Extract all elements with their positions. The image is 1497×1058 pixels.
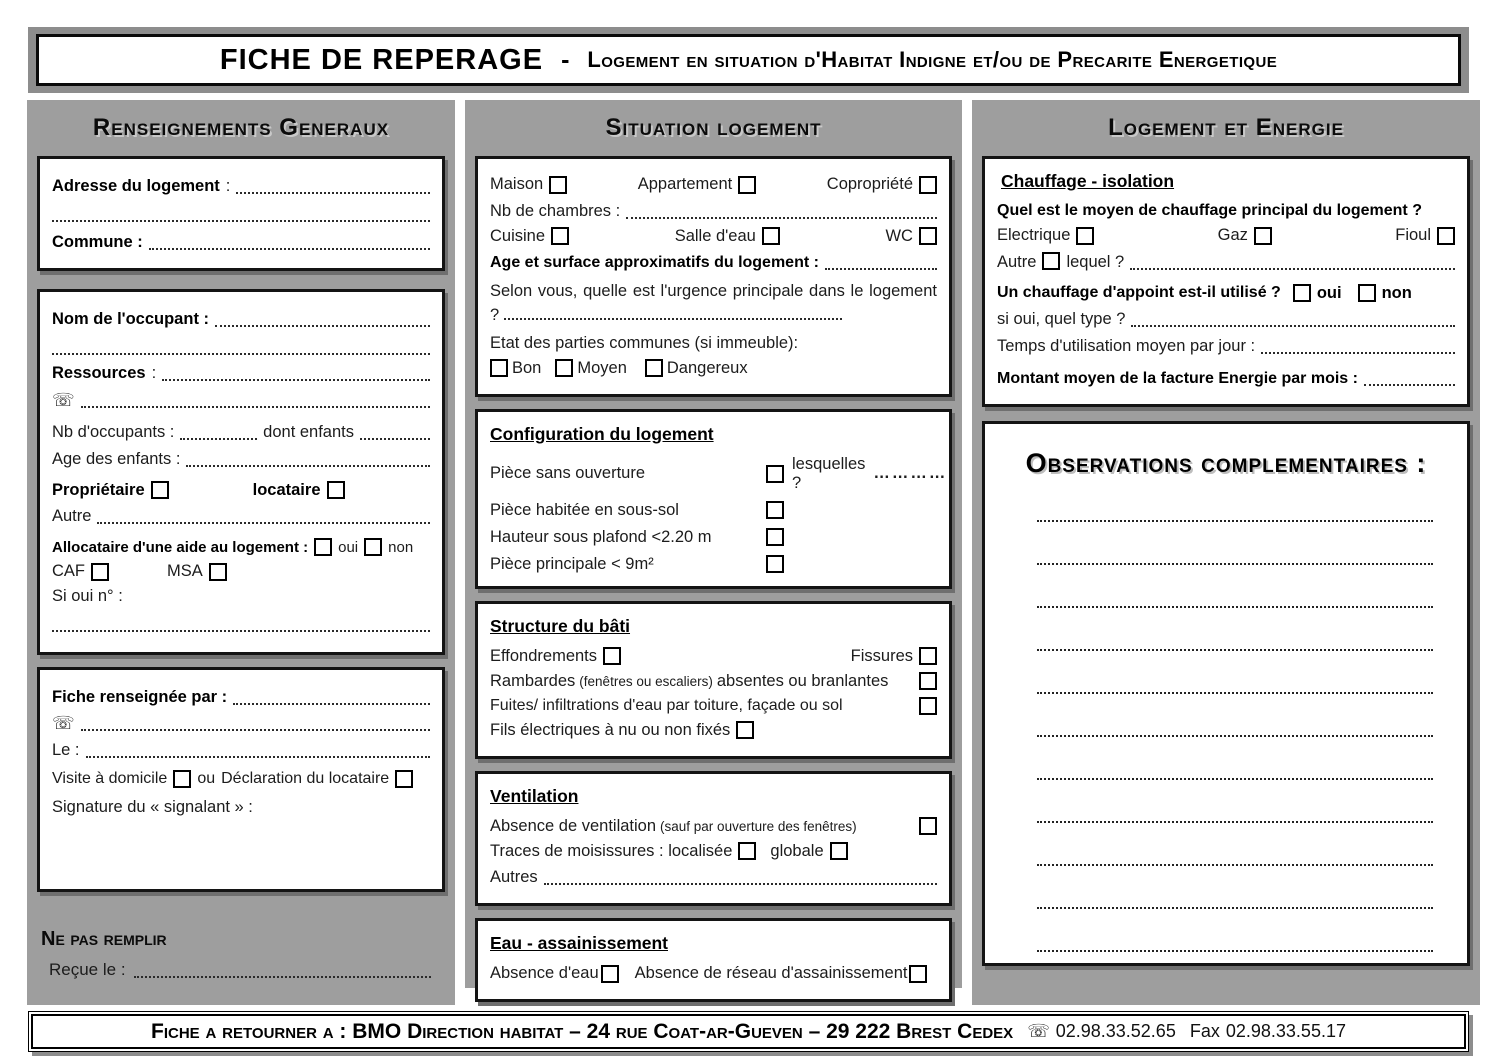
railings-checkbox[interactable] (919, 672, 937, 690)
daily-usage-label: Temps d'utilisation moyen par jour : (997, 336, 1256, 355)
coownership-checkbox[interactable] (919, 176, 937, 194)
observations-line[interactable] (1037, 821, 1433, 823)
panel-renseignements-generaux (27, 100, 455, 1005)
which-rooms-field[interactable]: ………… (873, 464, 948, 483)
header-situation-logement: Situation logement (605, 114, 822, 141)
bathroom-label: Salle d'eau (674, 226, 756, 245)
mold-global-label: globale (770, 841, 824, 860)
gas-label: Gaz (1217, 226, 1248, 244)
other-status-label: Autre (52, 507, 92, 525)
configuration-box (475, 409, 952, 589)
other-status-field[interactable] (97, 506, 430, 525)
phone-icon: ☏ (52, 713, 75, 734)
resources-label: Ressources (52, 364, 146, 382)
tenant-declaration-label: Déclaration du locataire (221, 769, 390, 787)
bare-wires-label: Fils électriques à nu ou non fixés (490, 720, 731, 739)
resources-field[interactable] (162, 363, 430, 382)
main-urgency-text: Selon vous, quelle est l'urgence principale dans le logement ? (490, 282, 937, 324)
occupant-name-field[interactable] (215, 308, 430, 327)
date-label: Le : (52, 740, 80, 759)
occupant-name-field-line2[interactable] (52, 335, 430, 355)
return-address-bar (28, 1011, 1469, 1052)
ventilation-title: Ventilation (490, 785, 579, 806)
form-title-inner (36, 34, 1461, 86)
main-urgency-question (490, 280, 937, 328)
header-logement-energie: Logement et Energie (1108, 114, 1344, 141)
return-address-text: Fiche a retourner a : BMO Direction habitat – 24 rue Coat-ar-Gueven – 29 222 Brest Cedex (151, 1019, 1014, 1043)
auxiliary-type-field[interactable] (1131, 309, 1455, 328)
phone-number: 02.98.33.52.65 (1055, 1021, 1176, 1041)
address-colon: : (225, 176, 231, 195)
observations-line[interactable] (1037, 649, 1433, 651)
leaks-label: Fuites/ infiltrations d'eau par toiture, façade ou sol (490, 696, 843, 714)
mold-localized-checkbox[interactable] (738, 842, 756, 860)
daily-usage-field[interactable] (1261, 335, 1455, 354)
fax-number: 02.98.33.55.17 (1225, 1021, 1346, 1041)
no-sewer-label: Absence de réseau d'assainissement (634, 964, 908, 983)
or-label: ou (197, 769, 216, 787)
heating-insulation-title: Chauffage - isolation (1001, 171, 1175, 191)
allowance-no-label: non (388, 538, 414, 556)
filled-by-field[interactable] (233, 686, 430, 705)
coownership-label: Copropriété (826, 175, 913, 193)
observations-line[interactable] (1037, 692, 1433, 694)
resources-colon: : (151, 364, 157, 382)
allowance-no-checkbox[interactable] (364, 538, 382, 556)
children-count-label: dont enfants (263, 423, 354, 441)
observations-line[interactable] (1037, 606, 1433, 608)
room-no-opening-label: Pièce sans ouverture (490, 464, 646, 483)
dwelling-type-box (475, 156, 952, 397)
form-title: FICHE DE REPERAGE (219, 43, 544, 76)
tenant-label: locataire (252, 480, 321, 499)
basement-room-label: Pièce habitée en sous-sol (490, 500, 679, 519)
if-yes-number-label: Si oui n° : (52, 587, 123, 605)
observations-line[interactable] (1037, 778, 1433, 780)
structure-box (475, 601, 952, 759)
allowance-yes-label: oui (338, 538, 359, 556)
structure-title: Structure du bâti (490, 615, 631, 636)
reporter-box (37, 667, 445, 892)
fuel-oil-label: Fioul (1395, 226, 1431, 244)
auxiliary-no-label: non (1381, 283, 1412, 302)
allowance-yes-checkbox[interactable] (314, 538, 332, 556)
auxiliary-no-checkbox[interactable] (1358, 284, 1376, 302)
small-main-room-checkbox[interactable] (766, 555, 784, 573)
monthly-energy-bill-label: Montant moyen de la facture Energie par mois : (997, 370, 1358, 387)
caf-label: CAF (52, 562, 85, 580)
occupants-count-label: Nb d'occupants : (52, 423, 175, 441)
leaks-checkbox[interactable] (919, 697, 937, 715)
no-water-checkbox[interactable] (601, 965, 619, 983)
observations-box (982, 421, 1470, 966)
kitchen-label: Cuisine (490, 226, 546, 245)
room-no-opening-checkbox[interactable] (766, 465, 784, 483)
observations-line[interactable] (1037, 950, 1433, 952)
received-on-field[interactable] (134, 959, 431, 978)
main-urgency-field[interactable] (504, 304, 842, 320)
form-subtitle: Logement en situation d'Habitat Indigne et/ou de Precarite Energetique (587, 47, 1278, 72)
allowance-number-field[interactable] (52, 612, 430, 632)
dangerous-condition-label: Dangereux (666, 358, 748, 377)
caf-checkbox[interactable] (91, 563, 109, 581)
auxiliary-type-label: si oui, quel type ? (997, 310, 1126, 328)
good-condition-checkbox[interactable] (490, 359, 508, 377)
cracks-label: Fissures (850, 646, 913, 665)
common-areas-label: Etat des parties communes (si immeuble): (490, 333, 799, 352)
no-water-label: Absence d'eau (490, 964, 599, 983)
auxiliary-heating-question: Un chauffage d'appoint est-il utilisé ? (997, 284, 1281, 301)
occupant-box (37, 289, 445, 655)
electric-label: Electrique (997, 226, 1071, 244)
filled-by-label: Fiche renseignée par : (52, 687, 228, 706)
observations-line[interactable] (1037, 907, 1433, 909)
auxiliary-yes-label: oui (1316, 283, 1342, 302)
average-condition-label: Moyen (577, 358, 627, 377)
which-heating-label: lequel ? (1066, 252, 1125, 271)
observations-line[interactable] (1037, 563, 1433, 565)
fuel-oil-checkbox[interactable] (1437, 227, 1455, 245)
owner-label: Propriétaire (52, 480, 145, 499)
main-heating-question: Quel est le moyen de chauffage principal du logement ? (997, 202, 1422, 219)
commune-field[interactable] (149, 232, 430, 251)
no-ventilation-label: Absence de ventilation (490, 816, 657, 835)
observations-title: Observations complementaires : (1025, 448, 1427, 478)
fax-label: Fax (1189, 1021, 1220, 1041)
monthly-energy-bill-field[interactable] (1364, 368, 1455, 387)
ventilation-other-label: Autres (490, 868, 538, 887)
observations-line[interactable] (1037, 864, 1433, 866)
which-rooms-label: lesquelles ? (792, 454, 866, 492)
other-heating-label: Autre (997, 252, 1037, 271)
bathroom-checkbox[interactable] (762, 227, 780, 245)
address-field-line2[interactable] (52, 202, 430, 222)
dangerous-condition-checkbox[interactable] (645, 359, 663, 377)
reporter-phone-field[interactable] (81, 713, 430, 732)
mold-traces-label: Traces de moisissures : localisée (490, 841, 733, 860)
ventilation-box (475, 771, 952, 907)
observations-line[interactable] (1037, 735, 1433, 737)
small-main-room-label: Pièce principale < 9m² (490, 554, 654, 573)
other-heating-checkbox[interactable] (1042, 252, 1060, 270)
configuration-title: Configuration du logement (490, 423, 714, 444)
children-count-field[interactable] (360, 422, 430, 441)
panel-logement-energie (972, 100, 1480, 1005)
collapse-checkbox[interactable] (603, 647, 621, 665)
kitchen-checkbox[interactable] (551, 227, 569, 245)
low-ceiling-checkbox[interactable] (766, 528, 784, 546)
panel-situation-logement (465, 100, 962, 988)
basement-room-checkbox[interactable] (766, 501, 784, 519)
wc-checkbox[interactable] (919, 227, 937, 245)
children-age-field[interactable] (186, 448, 430, 467)
water-sanitation-box (475, 918, 952, 1002)
tenant-declaration-checkbox[interactable] (395, 770, 413, 788)
apartment-label: Appartement (637, 175, 733, 193)
signature-area[interactable] (52, 823, 430, 879)
apartment-checkbox[interactable] (738, 176, 756, 194)
age-surface-label: Age et surface approximatifs du logement : (490, 254, 819, 271)
collapse-label: Effondrements (490, 646, 598, 665)
railings-note: (fenêtres ou escaliers) (579, 673, 713, 689)
electric-checkbox[interactable] (1076, 227, 1094, 245)
wc-label: WC (885, 226, 913, 245)
address-label: Adresse du logement (52, 176, 220, 195)
address-field[interactable] (236, 175, 430, 194)
heating-insulation-box (982, 156, 1470, 407)
tenant-checkbox[interactable] (327, 481, 345, 499)
return-address-inner (31, 1014, 1466, 1049)
average-condition-checkbox[interactable] (555, 359, 573, 377)
no-ventilation-note: (sauf par ouverture des fenêtres) (660, 818, 857, 834)
children-age-label: Age des enfants : (52, 449, 181, 468)
header-renseignements-generaux: Renseignements Generaux (92, 114, 390, 141)
address-box (37, 156, 445, 271)
occupant-phone-field[interactable] (81, 389, 430, 408)
railings-label: Rambardes (490, 671, 576, 690)
msa-checkbox[interactable] (209, 563, 227, 581)
occupants-count-field[interactable] (180, 422, 257, 441)
owner-checkbox[interactable] (151, 481, 169, 499)
bedrooms-count-label: Nb de chambres : (490, 201, 621, 220)
signature-label: Signature du « signalant » : (52, 797, 253, 816)
home-visit-checkbox[interactable] (173, 770, 191, 788)
msa-label: MSA (167, 562, 203, 580)
observations-line[interactable] (1037, 520, 1433, 522)
do-not-fill-label: Ne pas remplir (41, 927, 167, 950)
phone-icon: ☏ (1027, 1020, 1050, 1042)
auxiliary-yes-checkbox[interactable] (1293, 284, 1311, 302)
title-separator: - (561, 45, 570, 74)
date-field[interactable] (86, 739, 430, 758)
home-visit-label: Visite à domicile (52, 769, 168, 787)
commune-label: Commune : (52, 233, 143, 251)
water-sanitation-title: Eau - assainissement (490, 933, 668, 954)
housing-allowance-label: Allocataire d'une aide au logement : (52, 538, 309, 556)
age-surface-field[interactable] (825, 252, 937, 271)
received-on-label: Reçue le : (49, 959, 126, 979)
house-label: Maison (490, 175, 544, 193)
gas-checkbox[interactable] (1254, 227, 1272, 245)
cracks-checkbox[interactable] (919, 647, 937, 665)
railings-label-end: absentes ou branlantes (716, 671, 889, 690)
which-heating-field[interactable] (1130, 251, 1455, 270)
bare-wires-checkbox[interactable] (736, 721, 754, 739)
low-ceiling-label: Hauteur sous plafond <2.20 m (490, 527, 712, 546)
bedrooms-count-field[interactable] (626, 200, 937, 219)
good-condition-label: Bon (512, 358, 542, 377)
house-checkbox[interactable] (549, 176, 567, 194)
mold-global-checkbox[interactable] (830, 842, 848, 860)
no-ventilation-checkbox[interactable] (919, 817, 937, 835)
no-sewer-checkbox[interactable] (909, 965, 927, 983)
form-title-bar (28, 27, 1469, 93)
ventilation-other-field[interactable] (544, 867, 937, 886)
phone-icon: ☏ (52, 389, 75, 411)
occupant-name-label: Nom de l'occupant : (52, 309, 210, 328)
